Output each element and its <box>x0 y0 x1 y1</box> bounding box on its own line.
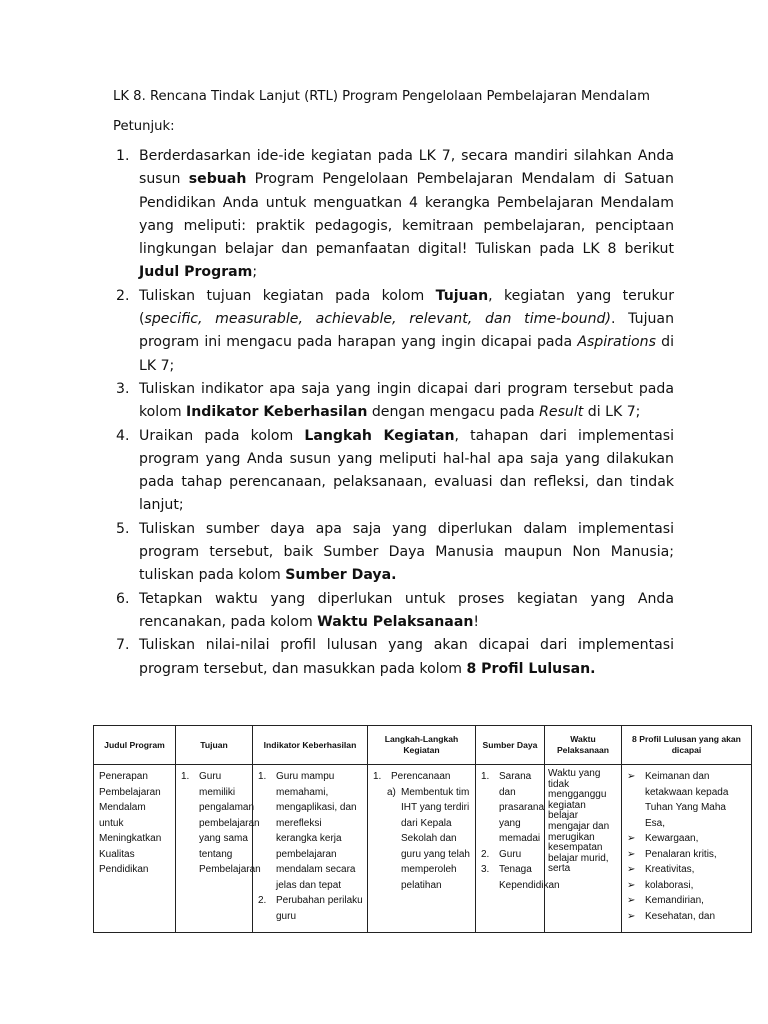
column-header: Sumber Daya <box>476 726 545 765</box>
sumber-cell <box>476 765 560 933</box>
column-header: Waktu Pelaksanaan <box>545 726 622 765</box>
list-item: 5. Tuliskan sumber daya apa saja yang diperlukan dalam implementasi program tersebut, baik Sumber Daya Manusia maupun Non Manusia; tuliskan pada kolom Sumber Daya. <box>139 518 674 588</box>
list-number: 6. <box>116 590 130 607</box>
page-title: LK 8. Rencana Tindak Lanjut (RTL) Program Pengelolaan Pembelajaran Mendalam <box>113 89 650 104</box>
list-item: ➢ Kewargaan, <box>625 831 748 847</box>
instruction-list <box>116 145 675 681</box>
list-item: 6. Tetapkan waktu yang diperlukan untuk proses kegiatan yang Anda rencanakan, pada kolom Waktu Pelaksanaan! <box>139 588 674 635</box>
list-item: a) Membentuk tim IHT yang terdiri dari Kepala Sekolah dan guru yang telah memperoleh pelatihan <box>387 786 470 891</box>
list-item: 1. Guru memiliki pengalaman pembelajaran yang sama tentang Pembelajaran <box>181 771 261 875</box>
list-item: 1. Guru mampu memahami, mengaplikasi, dan merefleksi kerangka kerja pembelajaran mendalam secara jelas dan tepat <box>258 771 357 891</box>
list-item: 7. Tuliskan nilai-nilai profil lulusan yang akan dicapai dari implementasi program tersebut, dan masukkan pada kolom 8 Profil Lulusan. <box>139 634 674 681</box>
table-header-row <box>94 726 752 765</box>
list-item: 2. Guru <box>481 848 522 860</box>
instructions-heading: Petunjuk: <box>113 119 175 134</box>
langkah-cell <box>368 765 476 933</box>
list-number: 5. <box>116 520 130 537</box>
list-item: 4. Uraikan pada kolom Langkah Kegiatan, tahapan dari implementasi program yang Anda susun yang meliputi hal-hal apa saja yang dilakukan pada tahap perencanaan, pelaksanaan, evaluasi dan refleksi, dan tindak lanjut; <box>139 425 674 518</box>
list-item: 3. Tenaga Kependidikan <box>481 864 560 891</box>
list-number: 4. <box>116 427 130 444</box>
column-header: Indikator Keberhasilan <box>253 726 368 765</box>
list-item: 2. Tuliskan tujuan kegiatan pada kolom Tujuan, kegiatan yang terukur (specific, measurable, achievable, relevant, dan time-bound). Tujuan program ini mengacu pada harapan yang ingin dicapai pada Aspirations di LK 7; <box>139 285 674 378</box>
arrow-bullet-icon: ➢ <box>627 895 636 906</box>
table-row <box>94 765 752 933</box>
rtl-table <box>93 725 752 933</box>
arrow-bullet-icon: ➢ <box>627 879 636 891</box>
waktu-cell: Waktu yang tidak mengganggu kegiatan belajar mengajar dan merugikan kesempatan belajar murid, serta <box>545 765 622 933</box>
list-item: 1. Berderdasarkan ide-ide kegiatan pada LK 7, secara mandiri silahkan Anda susun sebuah Program Pengelolaan Pembelajaran Mendalam di Satuan Pendidikan Anda untuk menguatkan 4 kerangka Pembelajaran Mendalam yang meliputi: praktik pedagogis, kemitraan pembelajaran, penciptaan lingkungan belajar dan pemanfaatan digital! Tuliskan pada LK 8 berikut Judul Program; <box>139 145 674 285</box>
arrow-bullet-icon: ➢ <box>627 910 636 922</box>
list-number: 7. <box>116 637 130 654</box>
arrow-bullet-icon: ➢ <box>627 833 636 844</box>
list-item: 1. Sarana dan prasarana yang memadai <box>481 771 545 844</box>
column-header: Langkah-Langkah Kegiatan <box>368 726 476 765</box>
list-item: ➢ kolaborasi, <box>625 878 748 894</box>
list-item: 2. Perubahan perilaku guru <box>258 895 363 922</box>
arrow-bullet-icon: ➢ <box>627 848 636 860</box>
column-header: Judul Program <box>94 726 176 765</box>
list-item: ➢ Kreativitas, <box>625 862 748 878</box>
list-number: 2. <box>116 287 130 304</box>
arrow-bullet-icon: ➢ <box>627 864 636 875</box>
arrow-bullet-icon: ➢ <box>627 771 636 782</box>
judul-cell: Penerapan Pembelajaran Mendalam untuk Meningkatkan Kualitas Pendidikan <box>94 765 176 933</box>
list-number: 3. <box>116 380 130 397</box>
list-item: ➢ Kesehatan, dan <box>625 909 748 925</box>
list-number: 1. <box>116 148 130 164</box>
column-header: 8 Profil Lulusan yang akan dicapai <box>622 726 752 765</box>
tujuan-cell <box>176 765 261 933</box>
list-item: 1. Perencanaan <box>373 771 451 782</box>
list-item: ➢ Kemandirian, <box>625 893 748 909</box>
list-item: ➢ Keimanan dan ketakwaan kepada Tuhan Yang Maha Esa, <box>627 771 729 829</box>
profil-cell <box>622 765 752 933</box>
list-item: ➢ Penalaran kritis, <box>625 847 748 863</box>
list-item: 3. Tuliskan indikator apa saja yang ingin dicapai dari program tersebut pada kolom Indikator Keberhasilan dengan mengacu pada Result di LK 7; <box>139 378 674 425</box>
column-header: Tujuan <box>176 726 253 765</box>
indikator-cell <box>253 765 368 933</box>
